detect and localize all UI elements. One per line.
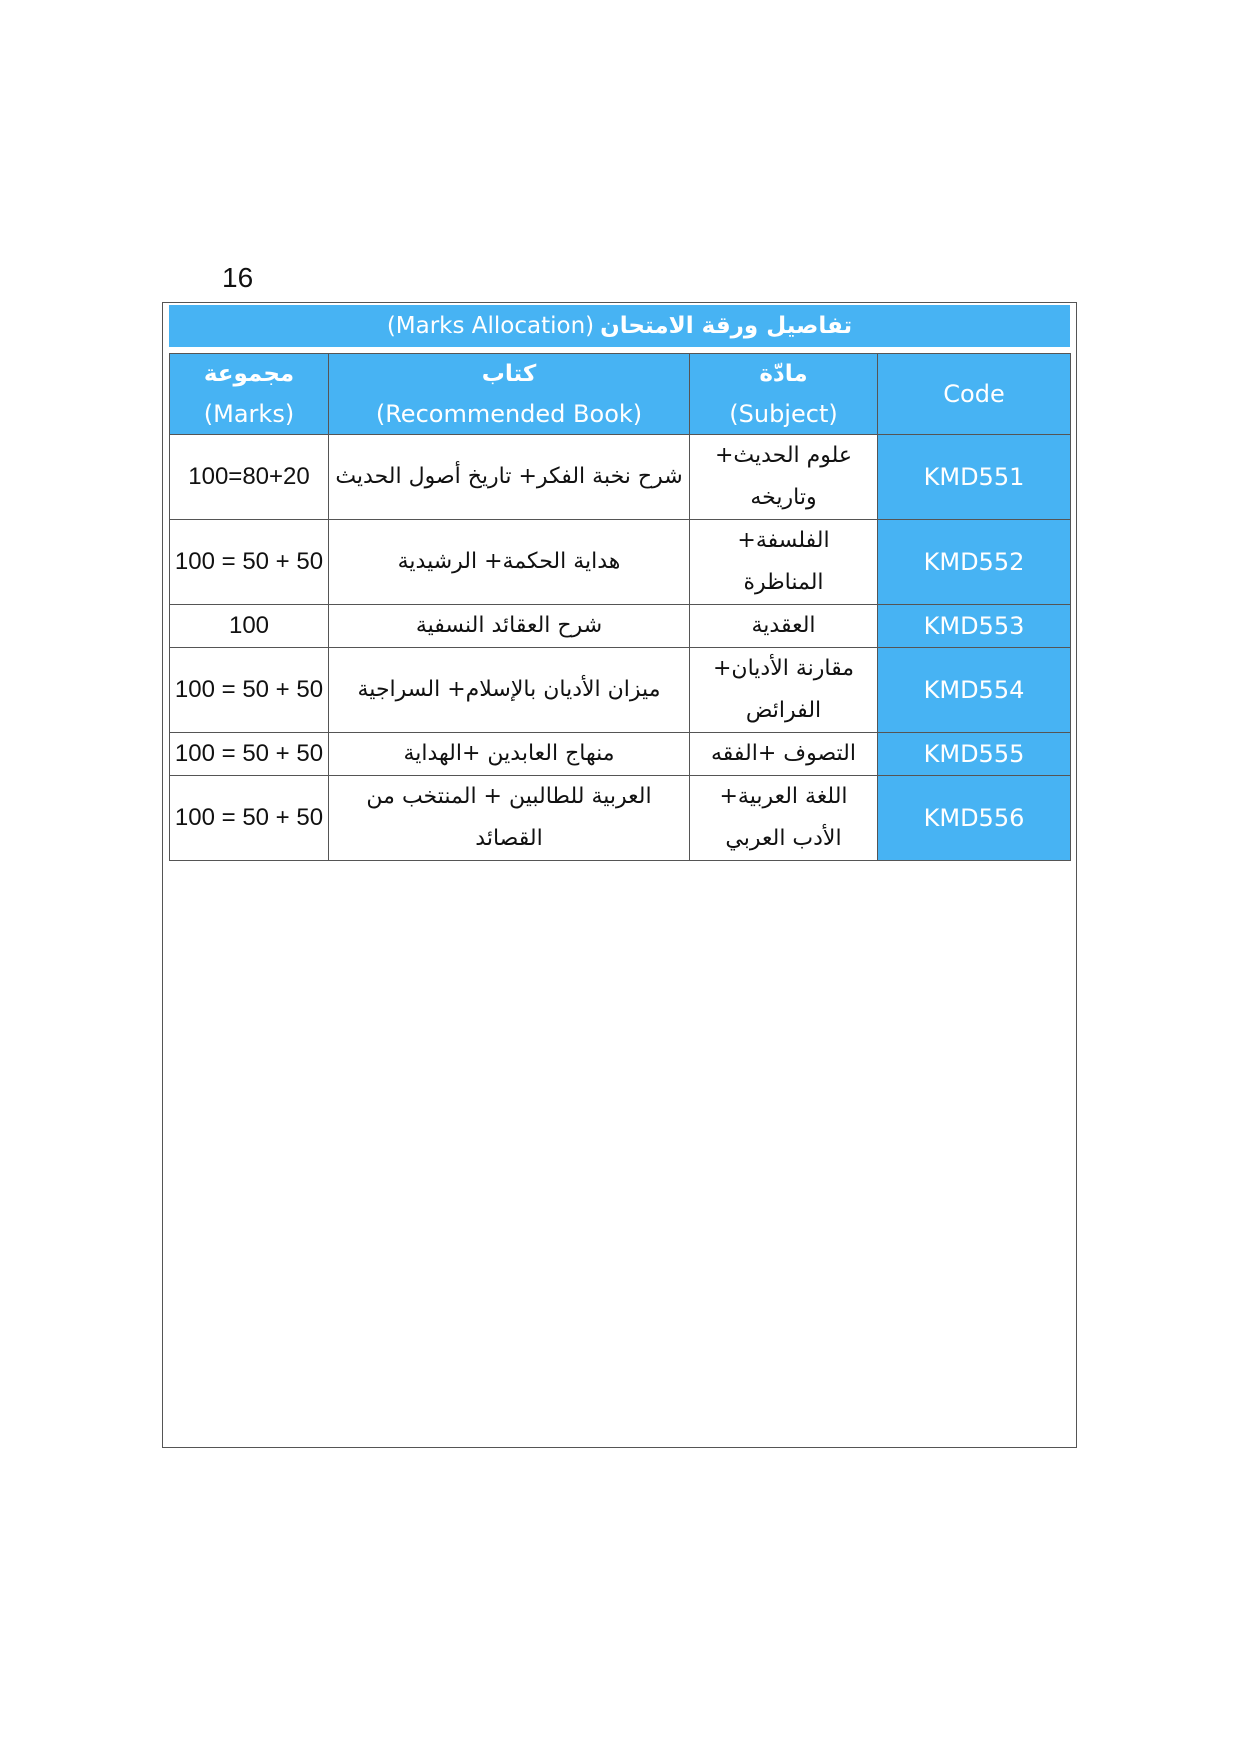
marks-cell: 100 = 50 + 50 — [170, 776, 329, 861]
header-subject-english: (Subject) — [729, 400, 838, 428]
table-row — [170, 435, 1071, 520]
table-row — [170, 648, 1071, 733]
header-subject-arabic: مادّة — [759, 361, 808, 387]
header-book-english: (Recommended Book) — [375, 400, 643, 428]
subject-cell: العقدية — [690, 605, 878, 648]
title-english: (Marks Allocation) — [386, 313, 595, 339]
code-cell: KMD556 — [878, 776, 1071, 861]
table-row — [170, 605, 1071, 648]
header-marks-arabic: مجموعة — [203, 361, 295, 387]
book-cell: شرح نخبة الفكر+ تاريخ أصول الحديث — [329, 435, 690, 520]
book-cell: ميزان الأديان بالإسلام+ السراجية — [329, 648, 690, 733]
marks-allocation-table — [169, 353, 1071, 861]
header-book — [329, 354, 690, 435]
marks-cell: 100 = 50 + 50 — [170, 733, 329, 776]
code-cell: KMD554 — [878, 648, 1071, 733]
header-book-arabic: كتاب — [481, 361, 537, 387]
title-arabic: تفاصيل ورقة الامتحان — [600, 313, 853, 339]
book-cell: منهاج العابدين +الهداية — [329, 733, 690, 776]
header-subject — [690, 354, 878, 435]
code-cell: KMD551 — [878, 435, 1071, 520]
subject-cell: التصوف +الفقه — [690, 733, 878, 776]
book-cell: شرح العقائد النسفية — [329, 605, 690, 648]
page-number: 16 — [222, 262, 254, 293]
subject-cell: الفلسفة+ المناظرة — [690, 520, 878, 605]
header-row — [170, 354, 1071, 435]
book-cell: العربية للطالبين + المنتخب من القصائد — [329, 776, 690, 861]
marks-cell: 100 = 50 + 50 — [170, 520, 329, 605]
table-row — [170, 520, 1071, 605]
marks-cell: 100 — [170, 605, 329, 648]
header-marks-english: (Marks) — [203, 400, 295, 428]
header-code: Code — [878, 354, 1071, 435]
header-marks — [170, 354, 329, 435]
code-cell: KMD553 — [878, 605, 1071, 648]
subject-cell: علوم الحديث+ وتاريخه — [690, 435, 878, 520]
table-row — [170, 733, 1071, 776]
code-cell: KMD552 — [878, 520, 1071, 605]
marks-cell: 100=80+20 — [170, 435, 329, 520]
table-title — [169, 305, 1070, 347]
subject-cell: مقارنة الأديان+ الفرائض — [690, 648, 878, 733]
code-cell: KMD555 — [878, 733, 1071, 776]
subject-cell: اللغة العربية+ الأدب العربي — [690, 776, 878, 861]
book-cell: هداية الحكمة+ الرشيدية — [329, 520, 690, 605]
table-row — [170, 776, 1071, 861]
marks-cell: 100 = 50 + 50 — [170, 648, 329, 733]
